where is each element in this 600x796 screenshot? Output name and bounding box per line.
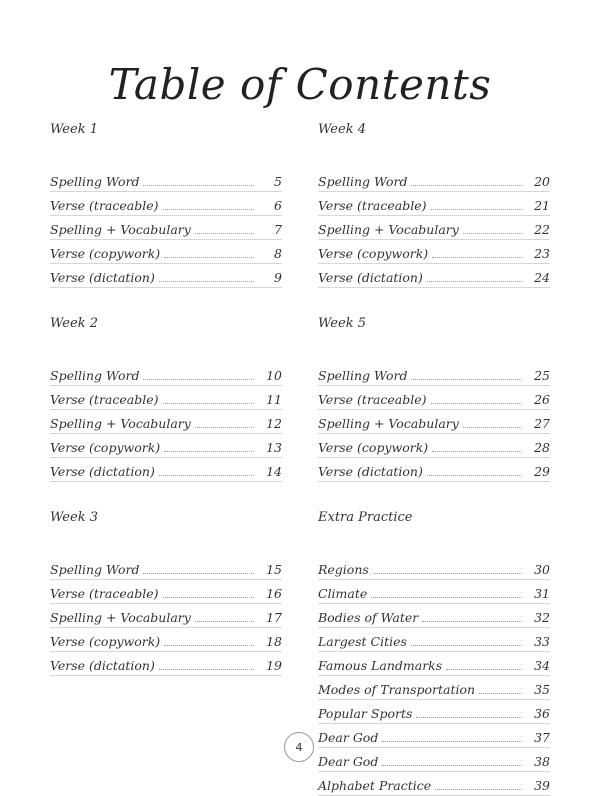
dot-leader (427, 475, 522, 476)
toc-entry-label: Spelling Word (50, 562, 140, 577)
toc-entry-label: Verse (traceable) (50, 586, 159, 601)
toc-entry-page: 33 (534, 634, 550, 649)
toc-entry-page: 38 (534, 754, 550, 769)
toc-entry-page: 39 (534, 778, 550, 793)
toc-entry-label: Famous Landmarks (318, 658, 443, 673)
toc-section (50, 120, 282, 314)
dot-leader (195, 621, 254, 622)
toc-entry-page: 19 (266, 658, 282, 673)
page-number-badge: 4 (284, 732, 314, 762)
toc-entry-label: Spelling + Vocabulary (318, 222, 459, 237)
toc-entry-page: 25 (534, 368, 550, 383)
dot-leader (143, 185, 254, 186)
dot-leader (164, 451, 254, 452)
toc-entry-label: Verse (traceable) (50, 198, 159, 213)
toc-entry (318, 772, 550, 796)
dot-leader (373, 573, 522, 574)
toc-entry (318, 458, 550, 482)
dot-leader (432, 451, 522, 452)
toc-entry-label: Verse (copywork) (50, 246, 161, 261)
toc-entry-page: 12 (266, 416, 282, 431)
toc-entry-label: Verse (copywork) (318, 246, 429, 261)
section-heading: Week 2 (50, 316, 98, 331)
section-heading: Week 5 (318, 316, 366, 331)
toc-entry-page: 17 (266, 610, 282, 625)
toc-entry (50, 434, 282, 458)
toc-entry-page: 34 (534, 658, 550, 673)
toc-entry (318, 748, 550, 772)
toc-entry-label: Largest Cities (318, 634, 407, 649)
toc-entry-page: 21 (534, 198, 550, 213)
toc-entry-page: 15 (266, 562, 282, 577)
toc-entry (318, 580, 550, 604)
toc-entry (50, 362, 282, 386)
dot-leader (446, 669, 522, 670)
toc-entry-page: 13 (266, 440, 282, 455)
toc-entry-page: 5 (274, 174, 282, 189)
toc-entry (50, 628, 282, 652)
toc-entry-label: Verse (dictation) (50, 270, 155, 285)
dot-leader (432, 257, 522, 258)
dot-leader (163, 403, 255, 404)
toc-section (318, 508, 550, 796)
dot-leader (164, 645, 254, 646)
toc-entry-page: 27 (534, 416, 550, 431)
dot-leader (431, 209, 523, 210)
toc-entry (318, 604, 550, 628)
section-heading: Extra Practice (318, 510, 413, 525)
dot-leader (143, 573, 254, 574)
toc-section (50, 508, 282, 676)
toc-entry-page: 28 (534, 440, 550, 455)
toc-entry-label: Regions (318, 562, 369, 577)
toc-section (50, 314, 282, 508)
dot-leader (382, 741, 522, 742)
section-heading: Week 1 (50, 122, 98, 137)
toc-entry-label: Verse (dictation) (50, 658, 155, 673)
toc-entry-page: 16 (266, 586, 282, 601)
toc-entry-label: Spelling + Vocabulary (50, 416, 191, 431)
toc-entry (318, 240, 550, 264)
toc-entry (318, 724, 550, 748)
toc-entry (50, 652, 282, 676)
dot-leader (479, 693, 522, 694)
toc-entry-label: Dear God (318, 754, 379, 769)
toc-entry (318, 628, 550, 652)
dot-leader (416, 717, 522, 718)
section-heading: Week 4 (318, 122, 366, 137)
toc-entry (318, 264, 550, 288)
toc-entry-page: 22 (534, 222, 550, 237)
toc-entry-page: 20 (534, 174, 550, 189)
dot-leader (463, 233, 522, 234)
toc-entry (50, 604, 282, 628)
toc-entry-label: Verse (copywork) (50, 440, 161, 455)
toc-entry-page: 24 (534, 270, 550, 285)
toc-entry-label: Bodies of Water (318, 610, 419, 625)
dot-leader (159, 669, 254, 670)
toc-entry (50, 458, 282, 482)
toc-entry-page: 30 (534, 562, 550, 577)
dot-leader (371, 597, 522, 598)
dot-leader (164, 257, 254, 258)
toc-entry-page: 31 (534, 586, 550, 601)
dot-leader (163, 597, 255, 598)
toc-entry-page: 7 (274, 222, 282, 237)
toc-entry (50, 168, 282, 192)
toc-entry (318, 434, 550, 458)
toc-entry (318, 556, 550, 580)
toc-entry-page: 9 (274, 270, 282, 285)
toc-entry-label: Spelling Word (50, 368, 140, 383)
toc-entry (50, 216, 282, 240)
toc-entry (318, 168, 550, 192)
toc-entry-page: 14 (266, 464, 282, 479)
dot-leader (159, 281, 254, 282)
dot-leader (195, 427, 254, 428)
toc-entry-label: Verse (dictation) (318, 464, 423, 479)
toc-section (318, 314, 550, 508)
toc-entry-page: 18 (266, 634, 282, 649)
toc-entry (318, 386, 550, 410)
toc-entry-label: Dear God (318, 730, 379, 745)
dot-leader (159, 475, 254, 476)
dot-leader (411, 185, 522, 186)
toc-entry-label: Spelling Word (318, 368, 408, 383)
dot-leader (143, 379, 254, 380)
toc-entry-page: 26 (534, 392, 550, 407)
toc-entry-page: 36 (534, 706, 550, 721)
toc-entry-label: Verse (traceable) (318, 198, 427, 213)
toc-entry-label: Popular Sports (318, 706, 413, 721)
toc-entry-label: Modes of Transportation (318, 682, 476, 697)
toc-entry-page: 6 (274, 198, 282, 213)
toc-section (318, 120, 550, 314)
dot-leader (411, 379, 522, 380)
toc-entry (50, 386, 282, 410)
toc-entry (318, 216, 550, 240)
toc-entry (50, 410, 282, 434)
toc-entry (50, 580, 282, 604)
dot-leader (195, 233, 254, 234)
toc-entry-label: Spelling + Vocabulary (318, 416, 459, 431)
toc-entry-page: 29 (534, 464, 550, 479)
toc-entry-page: 32 (534, 610, 550, 625)
toc-entry (50, 192, 282, 216)
toc-entry-page: 35 (534, 682, 550, 697)
toc-entry-label: Verse (dictation) (50, 464, 155, 479)
toc-entry-label: Verse (copywork) (318, 440, 429, 455)
toc-left-column (50, 120, 282, 676)
toc-entry (318, 192, 550, 216)
toc-entry (318, 410, 550, 434)
toc-entry-label: Spelling Word (318, 174, 408, 189)
toc-entry-label: Spelling + Vocabulary (50, 222, 191, 237)
toc-entry-page: 37 (534, 730, 550, 745)
toc-entry-label: Verse (dictation) (318, 270, 423, 285)
dot-leader (435, 789, 522, 790)
toc-entry-label: Verse (traceable) (50, 392, 159, 407)
toc-entry (50, 240, 282, 264)
toc-entry-label: Alphabet Practice (318, 778, 432, 793)
toc-entry (50, 556, 282, 580)
dot-leader (163, 209, 255, 210)
dot-leader (411, 645, 522, 646)
toc-entry-page: 10 (266, 368, 282, 383)
toc-entry-label: Spelling Word (50, 174, 140, 189)
toc-entry (318, 700, 550, 724)
toc-entry-label: Climate (318, 586, 368, 601)
toc-entry-page: 8 (274, 246, 282, 261)
toc-entry-label: Verse (copywork) (50, 634, 161, 649)
dot-leader (382, 765, 522, 766)
dot-leader (463, 427, 522, 428)
section-heading: Week 3 (50, 510, 98, 525)
toc-entry (318, 362, 550, 386)
dot-leader (422, 621, 522, 622)
toc-entry (50, 264, 282, 288)
toc-right-column (318, 120, 550, 796)
toc-entry (318, 652, 550, 676)
toc-entry-page: 23 (534, 246, 550, 261)
toc-entry-label: Spelling + Vocabulary (50, 610, 191, 625)
toc-entry (318, 676, 550, 700)
toc-entry-page: 11 (266, 392, 282, 407)
toc-entry-label: Verse (traceable) (318, 392, 427, 407)
dot-leader (427, 281, 522, 282)
dot-leader (431, 403, 523, 404)
page-title: Table of Contents (108, 60, 492, 109)
